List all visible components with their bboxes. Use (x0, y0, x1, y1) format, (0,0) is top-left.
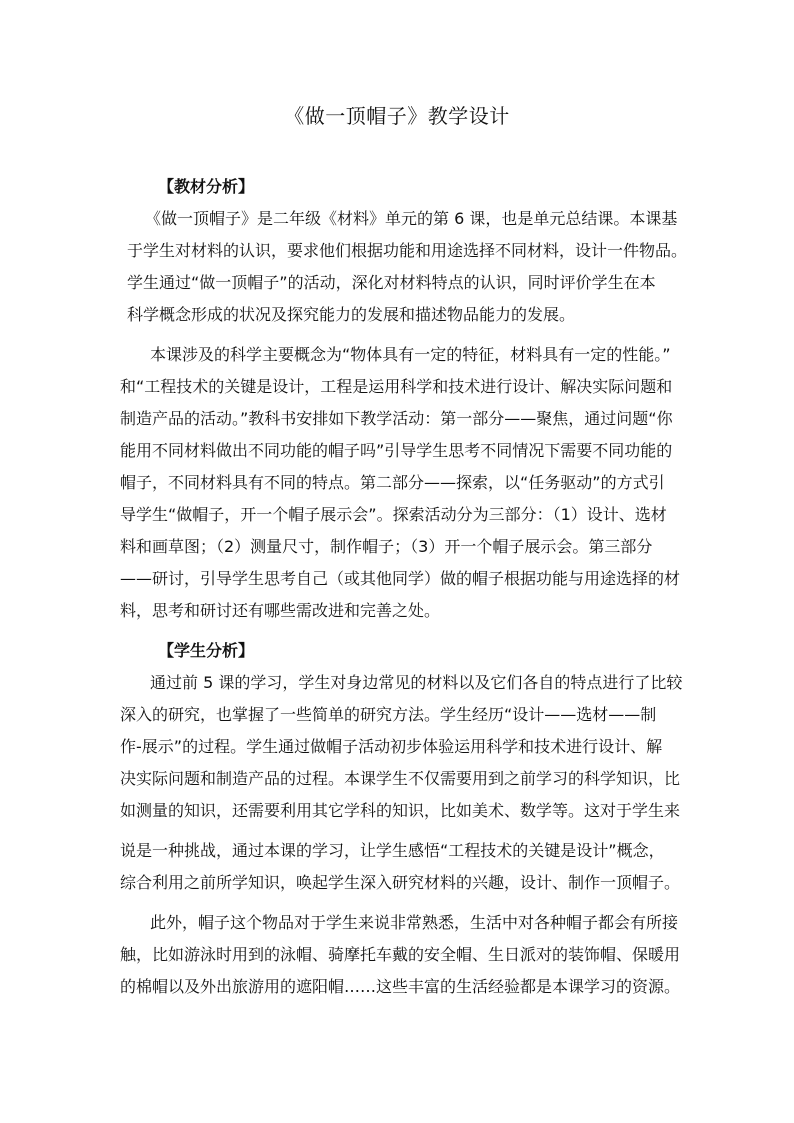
paragraph-line: 说是一种挑战，通过本课的学习，让学生感悟“工程技术的关键是设计”概念， (120, 841, 665, 860)
paragraph-line: 决实际问题和制造产品的过程。本课学生不仅需要用到之前学习的科学知识，比 (120, 769, 681, 788)
paragraph-line: 制造产品的活动。”教科书安排如下教学活动：第一部分——聚焦，通过问题“你 (120, 409, 673, 428)
section-heading-student-analysis: 【学生分析】 (158, 641, 255, 660)
paragraph-line: 作-展示”的过程。学生通过做帽子活动初步体验运用科学和技术进行设计、解 (120, 737, 663, 756)
paragraph-line: 触，比如游泳时用到的泳帽、骑摩托车戴的安全帽、生日派对的装饰帽、保暖用 (120, 945, 681, 964)
paragraph-line: 能用不同材料做出不同功能的帽子吗”引导学生思考不同情况下需要不同功能的 (120, 441, 673, 460)
paragraph-line: 科学概念形成的状况及探究能力的发展和描述物品能力的发展。 (127, 305, 576, 324)
paragraph-line: 和“工程技术的关键是设计，工程是运用科学和技术进行设计、解决实际问题和 (120, 377, 673, 396)
paragraph-line: 料和画草图；（2）测量尺寸，制作帽子；（3）开一个帽子展示会。第三部分 (120, 537, 653, 556)
paragraph-line: 深入的研究，也掌握了一些简单的研究方法。学生经历“设计——选材——制 (120, 705, 657, 724)
paragraph-line: 综合利用之前所学知识，唤起学生深入研究材料的兴趣，设计、制作一顶帽子。 (120, 873, 681, 892)
paragraph-line: 《做一顶帽子》是二年级《材料》单元的第 6 课，也是单元总结课。本课基 (145, 209, 678, 228)
paragraph-line: 导学生“做帽子，开一个帽子展示会”。探索活动分为三部分：（1）设计、选材 (120, 505, 667, 524)
paragraph-line: 学生通过“做一顶帽子”的活动，深化对材料特点的认识，同时评价学生在本 (127, 273, 656, 292)
section-heading-textbook-analysis: 【教材分析】 (158, 177, 255, 196)
paragraph-line: 的棉帽以及外出旅游用的遮阳帽……这些丰富的生活经验都是本课学习的资源。 (120, 977, 681, 996)
paragraph-line: 此外，帽子这个物品对于学生来说非常熟悉，生活中对各种帽子都会有所接 (150, 913, 679, 932)
paragraph-line: 本课涉及的科学主要概念为“物体具有一定的特征，材料具有一定的性能。” (150, 345, 671, 364)
paragraph-line: ——研讨，引导学生思考自己（或其他同学）做的帽子根据功能与用途选择的材 (120, 569, 681, 588)
paragraph-line: 通过前 5 课的学习，学生对身边常见的材料以及它们各自的特点进行了比较 (150, 673, 683, 692)
paragraph-line: 如测量的知识，还需要利用其它学科的知识，比如美术、数学等。这对于学生来 (120, 801, 681, 820)
paragraph-line: 帽子，不同材料具有不同的特点。第二部分——探索，以“任务驱动”的方式引 (120, 473, 665, 492)
document-title: 《做一顶帽子》教学设计 (284, 104, 510, 128)
paragraph-line: 于学生对材料的认识，要求他们根据功能和用途选择不同材料，设计一件物品。 (127, 241, 688, 260)
paragraph-line: 料，思考和研讨还有哪些需改进和完善之处。 (120, 601, 441, 620)
